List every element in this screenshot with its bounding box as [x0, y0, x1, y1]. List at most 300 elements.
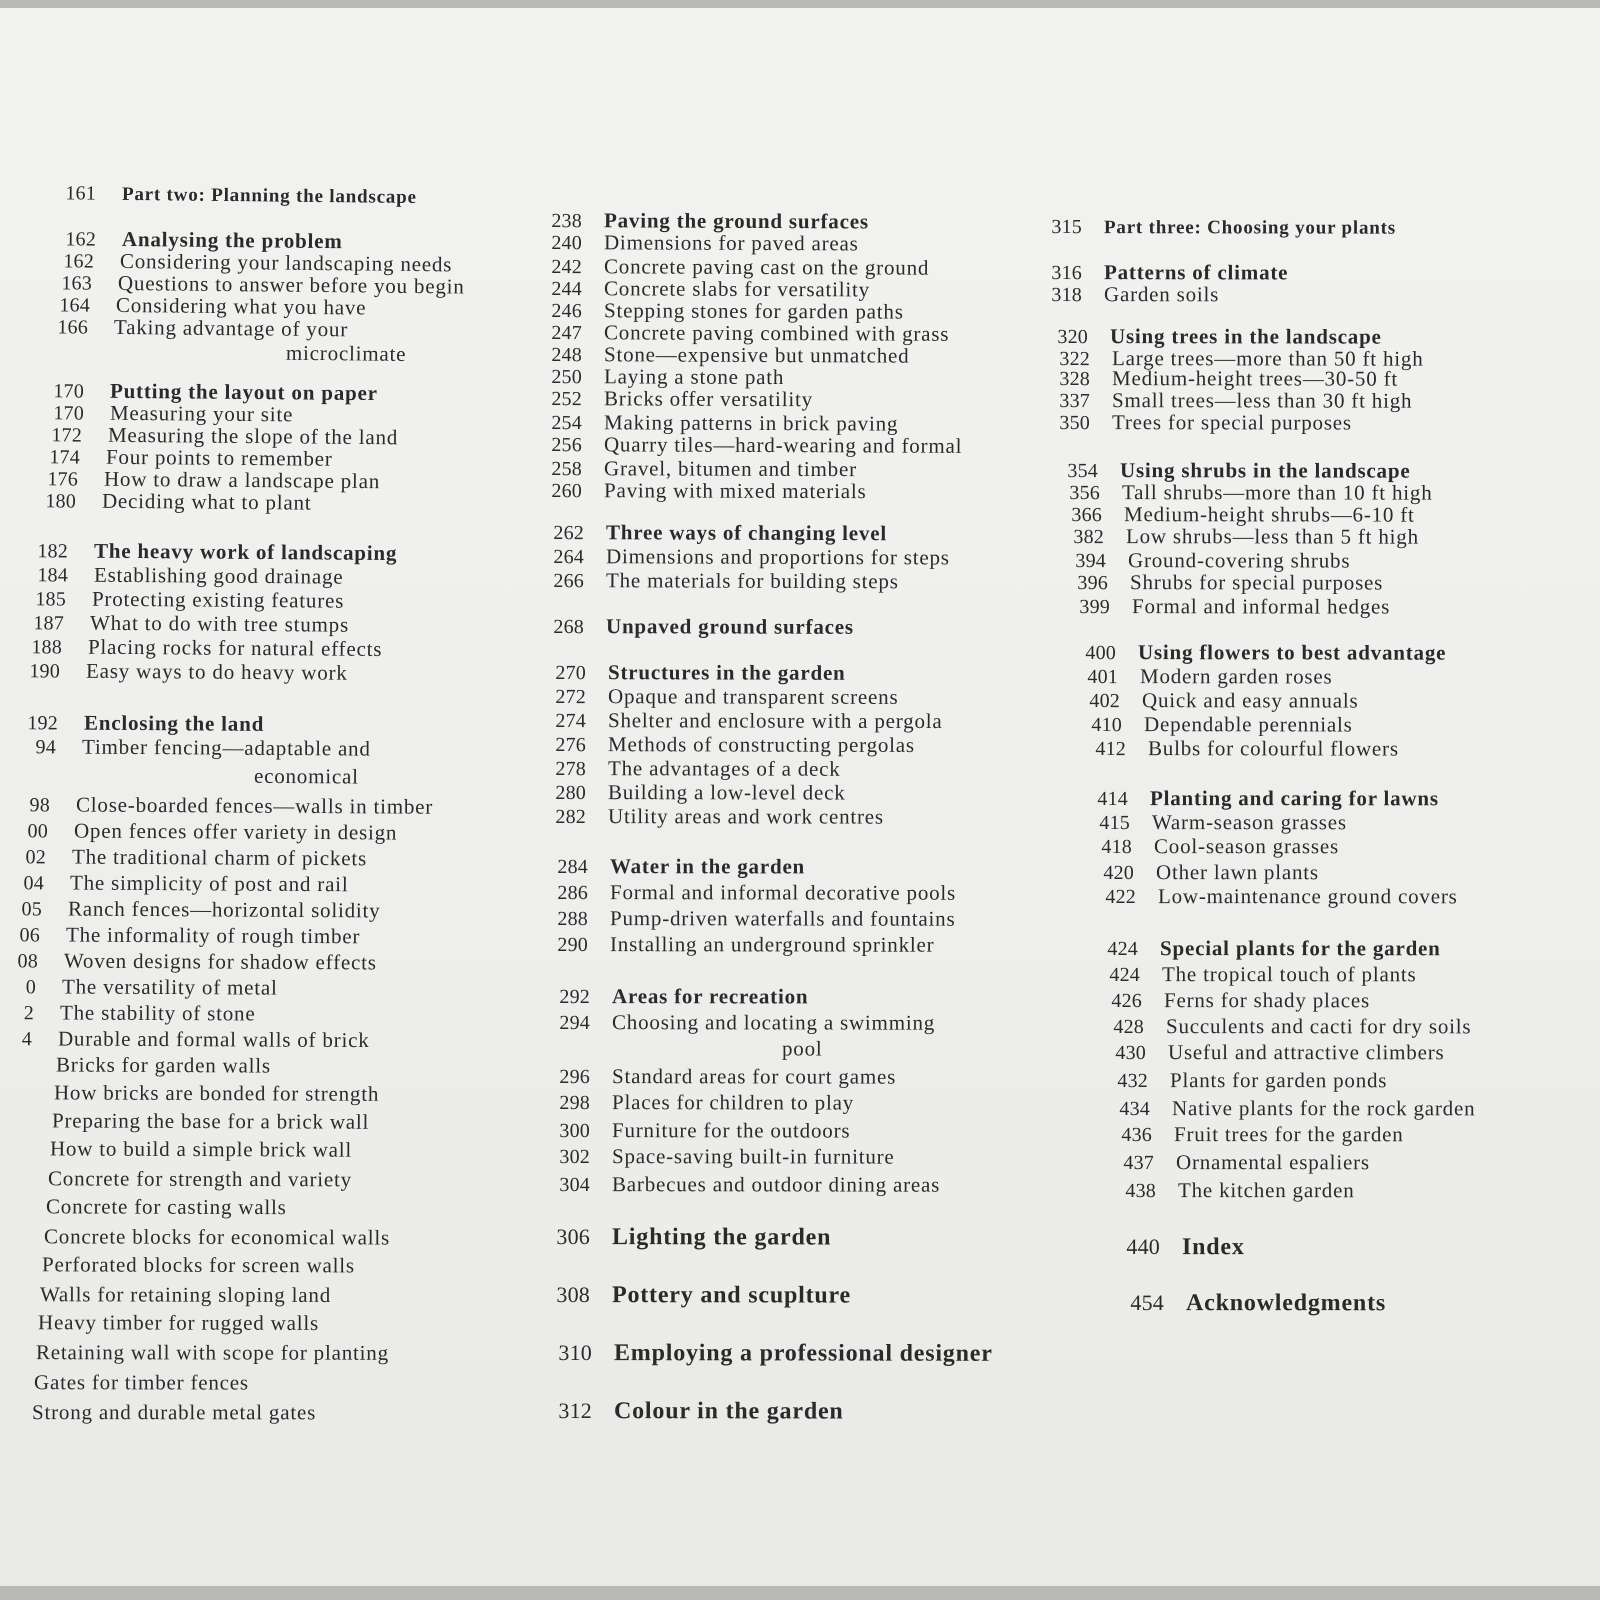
- toc-entry-title: The stability of stone: [59, 1000, 256, 1026]
- toc-page-number: 170: [53, 402, 85, 425]
- toc-entry-title: Dependable perennials: [1143, 712, 1353, 737]
- toc-entry-title: Pump-driven waterfalls and fountains: [609, 906, 956, 931]
- toc-entry-title: Laying a stone path: [603, 364, 785, 390]
- toc-page-number: [160, 358, 222, 359]
- toc-page-number: 98: [29, 794, 51, 817]
- toc-entry-title: How to build a simple brick wall: [49, 1136, 353, 1162]
- toc-page-number: 296: [559, 1066, 591, 1089]
- toc-entry: [1098, 1068, 1387, 1093]
- toc-page-number: 282: [555, 806, 587, 829]
- toc-section-title: Part two: Planning the landscape: [121, 183, 417, 209]
- toc-entry: [546, 1090, 854, 1116]
- toc-section-title: Unpaved ground surfaces: [605, 614, 854, 639]
- toc-entry-title: Walls for retaining sloping land: [39, 1282, 332, 1307]
- toc-entry-title: The tropical touch of plants: [1161, 962, 1417, 987]
- toc-entry-title: Garden soils: [1103, 282, 1220, 307]
- toc-entry: [0, 710, 264, 737]
- toc-entry-title: Native plants for the rock garden: [1171, 1096, 1476, 1121]
- toc-entry-title: What to do with tree stumps: [89, 610, 350, 637]
- toc-page-number: 400: [1085, 642, 1117, 665]
- toc-entry-title: Plants for garden ponds: [1169, 1068, 1388, 1093]
- toc-entry: [0, 1370, 249, 1396]
- toc-section-title: Putting the layout on paper: [109, 378, 378, 406]
- toc-page-number: 306: [556, 1224, 591, 1250]
- toc-entry: [0, 734, 371, 762]
- toc-entry-title: microclimate: [285, 340, 407, 366]
- toc-entry: [538, 432, 962, 459]
- toc-page-number: 422: [1105, 886, 1137, 909]
- toc-page-number: 274: [555, 710, 587, 733]
- toc-page-number: 354: [1067, 460, 1099, 483]
- toc-page-number: 438: [1125, 1180, 1157, 1203]
- toc-entry: [1114, 1290, 1386, 1317]
- toc-section-title: Using shrubs in the landscape: [1119, 458, 1411, 483]
- toc-entry-title: How to draw a landscape plan: [103, 466, 381, 494]
- toc-page-number: 312: [558, 1398, 593, 1424]
- toc-entry-title: Low shrubs—less than 5 ft high: [1125, 524, 1419, 549]
- toc-entry: [1054, 524, 1419, 550]
- toc-page-number: 294: [559, 1012, 591, 1035]
- toc-page-number: 350: [1059, 412, 1091, 435]
- toc-page-number: 440: [1126, 1234, 1161, 1260]
- toc-page-number: 288: [557, 908, 589, 931]
- toc-page-number: 161: [65, 182, 97, 205]
- toc-entry-title: Four points to remember: [105, 444, 333, 471]
- toc-entry: [1088, 936, 1441, 961]
- toc-page-number: 454: [1130, 1290, 1165, 1316]
- toc-page-number: 290: [557, 934, 589, 957]
- toc-entry-title: Concrete for casting walls: [45, 1194, 287, 1220]
- toc-entry: [0, 870, 349, 897]
- toc-entry: [1092, 988, 1370, 1013]
- toc-entry: [1076, 736, 1399, 762]
- toc-entry: [1066, 640, 1446, 666]
- toc-entry: [1100, 1096, 1475, 1121]
- toc-entry-title: Succulents and cacti for dry soils: [1165, 1014, 1472, 1039]
- toc-entry-title: Timber fencing—adaptable and: [81, 734, 371, 761]
- toc-page-number: 426: [1111, 990, 1143, 1013]
- toc-entry: [0, 1080, 379, 1107]
- toc-page-number: 315: [1051, 216, 1083, 239]
- toc-entry: [1060, 594, 1390, 620]
- toc-page-number: 328: [1059, 368, 1091, 391]
- toc-entry: [546, 1036, 823, 1061]
- toc-entry-title: Dimensions for paved areas: [603, 230, 859, 256]
- toc-page-number: 415: [1099, 812, 1131, 835]
- toc-page-number: 356: [1069, 482, 1101, 505]
- toc-page-number: 434: [1119, 1098, 1151, 1121]
- toc-page-number: 162: [63, 250, 95, 273]
- toc-section-title: Areas for recreation: [611, 984, 809, 1009]
- toc-page-number: 437: [1123, 1152, 1155, 1175]
- toc-entry: [0, 948, 377, 975]
- toc-page-number: 428: [1113, 1016, 1145, 1039]
- toc-entry: [0, 1340, 389, 1366]
- toc-entry: [0, 974, 278, 1001]
- toc-entry: [0, 762, 359, 790]
- toc-page-number: 242: [551, 256, 583, 279]
- toc-entry: [1072, 712, 1353, 737]
- toc-entry-title: Woven designs for shadow effects: [63, 948, 377, 975]
- toc-entry: [1058, 570, 1383, 596]
- toc-entry: [1078, 786, 1439, 811]
- toc-entry-title: Strong and durable metal gates: [31, 1400, 317, 1425]
- toc-entry-title: Durable and formal walls of brick: [57, 1026, 370, 1053]
- toc-page-number: 414: [1097, 788, 1129, 811]
- toc-entry-title: Medium-height shrubs—6-10 ft: [1123, 502, 1415, 527]
- toc-page-number: 164: [59, 294, 91, 317]
- toc-page-number: 166: [57, 316, 89, 339]
- toc-entry-title: Concrete paving cast on the ground: [603, 254, 930, 280]
- toc-page-number: 396: [1077, 572, 1109, 595]
- toc-entry: [538, 478, 867, 504]
- toc-page-number: 399: [1079, 596, 1111, 619]
- toc-entry-title: Making patterns in brick paving: [603, 410, 899, 436]
- toc-entry: [542, 732, 915, 758]
- toc-entry: [0, 896, 381, 923]
- toc-entry: [538, 386, 813, 412]
- toc-page-number: 320: [1057, 326, 1089, 349]
- toc-entry-title: Bulbs for colourful flowers: [1147, 736, 1399, 761]
- toc-entry-title: Measuring the slope of the land: [107, 422, 399, 450]
- toc-page-number: 284: [557, 856, 589, 879]
- toc-entry: [1110, 1234, 1245, 1261]
- toc-entry-title: Dimensions and proportions for steps: [605, 544, 950, 570]
- toc-page-number: 252: [551, 388, 583, 411]
- toc-entry-title: Perforated blocks for screen walls: [41, 1252, 355, 1278]
- toc-page-number: 170: [53, 380, 85, 403]
- toc-page-number: 270: [555, 662, 587, 685]
- toc-entry-title: Stone—expensive but unmatched: [603, 342, 910, 368]
- toc-page-number: 0: [25, 976, 37, 999]
- toc-entry: [544, 932, 935, 958]
- toc-page-number: 264: [553, 546, 585, 569]
- toc-entry: [546, 1172, 940, 1198]
- toc-entry: [0, 1282, 331, 1308]
- toc-page-number: 176: [47, 468, 79, 491]
- toc-entry-title: Other lawn plants: [1155, 860, 1319, 885]
- toc-entry-title: Considering your landscaping needs: [119, 248, 453, 277]
- toc-entry-title: Measuring your site: [109, 400, 294, 427]
- toc-entry: [540, 544, 950, 570]
- toc-entry-title: Quick and easy annuals: [1141, 688, 1359, 713]
- toc-page-number: 238: [551, 210, 583, 233]
- toc-entry-title: Furniture for the outdoors: [611, 1118, 851, 1143]
- toc-section-title: Using trees in the landscape: [1109, 324, 1382, 349]
- toc-page-number: 308: [556, 1282, 591, 1308]
- toc-entry-title: Standard areas for court games: [611, 1064, 897, 1089]
- toc-entry: [0, 658, 348, 686]
- toc-page-number: 436: [1121, 1124, 1153, 1147]
- toc-entry: [546, 1118, 850, 1144]
- toc-entry-title: economical: [253, 763, 359, 789]
- toc-entry: [542, 780, 846, 806]
- toc-entry-title: Ranch fences—horizontal solidity: [67, 896, 381, 923]
- toc-page-number: 163: [61, 272, 93, 295]
- toc-entry: [1032, 282, 1219, 307]
- toc-page-number: 180: [45, 490, 77, 513]
- toc-entry-title: The simplicity of post and rail: [69, 870, 349, 897]
- toc-entry-title: Concrete paving combined with grass: [603, 320, 950, 346]
- toc-section-title: Using flowers to best advantage: [1137, 640, 1447, 665]
- toc-page-number: 248: [551, 344, 583, 367]
- toc-section-title: Paving the ground surfaces: [603, 208, 869, 234]
- toc-entry-title: Heavy timber for rugged walls: [37, 1310, 319, 1335]
- toc-entry: [0, 1026, 370, 1053]
- toc-page-number: 410: [1091, 714, 1123, 737]
- toc-page-number: 310: [558, 1340, 593, 1366]
- toc-page-number: 190: [29, 660, 61, 683]
- toc-entry-title: Fruit trees for the garden: [1173, 1122, 1404, 1147]
- toc-entry: [0, 1136, 352, 1163]
- toc-entry: [0, 1224, 390, 1251]
- toc-entry: [0, 1000, 256, 1026]
- toc-entry-title: Questions to answer before you begin: [117, 270, 465, 299]
- toc-page-number: 250: [551, 366, 583, 389]
- toc-entry-title: Open fences offer variety in design: [73, 818, 398, 845]
- toc-entry-title: The traditional charm of pickets: [71, 844, 368, 871]
- toc-entry: [546, 1010, 935, 1036]
- toc-section-title: Special plants for the garden: [1159, 936, 1441, 961]
- toc-page-number: 172: [51, 424, 83, 447]
- toc-entry-title: Quarry tiles—hard-wearing and formal: [603, 432, 963, 458]
- toc-entry: [542, 708, 943, 734]
- toc-entry-title: Taking advantage of your: [113, 314, 349, 342]
- toc-page-number: 00: [27, 820, 49, 843]
- toc-section-title: Patterns of climate: [1103, 260, 1289, 285]
- toc-entry: [542, 684, 899, 710]
- toc-entry-title: Methods of constructing pergolas: [607, 732, 915, 757]
- toc-entry-title: Preparing the base for a brick wall: [51, 1108, 370, 1134]
- toc-entry: [0, 1108, 369, 1135]
- toc-entry-title: Formal and informal hedges: [1131, 594, 1391, 619]
- toc-entry-title: Placing rocks for natural effects: [87, 634, 383, 662]
- toc-entry-title: Modern garden roses: [1139, 664, 1333, 689]
- toc-page-number: 272: [555, 686, 587, 709]
- toc-page-number: 401: [1087, 666, 1119, 689]
- toc-page-number: 394: [1075, 550, 1107, 573]
- toc-entry-title: Concrete slabs for versatility: [603, 276, 871, 302]
- toc-entry-title: Shrubs for special purposes: [1129, 570, 1384, 595]
- toc-page-number: 240: [551, 232, 583, 255]
- toc-page-number: 337: [1059, 390, 1091, 413]
- toc-page-number: 278: [555, 758, 587, 781]
- toc-entry-title: Concrete blocks for economical walls: [43, 1224, 391, 1250]
- toc-page-number: 02: [25, 846, 47, 869]
- toc-entry-title: Cool-season grasses: [1153, 834, 1339, 859]
- toc-page-number: 94: [35, 736, 57, 759]
- toc-page-number: 4: [21, 1028, 33, 1051]
- toc-page-number: 162: [65, 228, 97, 251]
- toc-entry-title: pool: [781, 1036, 823, 1061]
- toc-entry: [540, 568, 899, 594]
- toc-page-number: 292: [559, 986, 591, 1009]
- toc-entry-title: Stepping stones for garden paths: [603, 298, 904, 324]
- toc-page-number: 174: [49, 446, 81, 469]
- toc-page-number: 286: [557, 882, 589, 905]
- toc-entry-title: Ferns for shady places: [1163, 988, 1370, 1013]
- toc-page-number: 04: [23, 872, 45, 895]
- toc-entry: [1102, 1122, 1404, 1147]
- toc-page-number: 302: [559, 1146, 591, 1169]
- toc-entry-title: The advantages of a deck: [607, 756, 841, 781]
- toc-entry-title: Concrete for strength and variety: [47, 1166, 353, 1192]
- toc-entry: [0, 1400, 316, 1425]
- toc-entry-title: Bricks offer versatility: [603, 386, 813, 412]
- toc-entry: [1032, 216, 1396, 240]
- toc-entry-title: Small trees—less than 30 ft high: [1111, 388, 1413, 413]
- toc-entry-title: Considering what you have: [115, 292, 367, 320]
- toc-entry-title: Bricks for garden walls: [55, 1052, 271, 1078]
- toc-entry-title: Ground-covering shrubs: [1127, 548, 1351, 573]
- toc-page-number: 188: [31, 636, 63, 659]
- toc-page-number: 322: [1059, 348, 1091, 371]
- toc-page-number: 298: [559, 1092, 591, 1115]
- toc-entry-title: Shelter and enclosure with a pergola: [607, 708, 943, 734]
- toc-page-number: 412: [1095, 738, 1127, 761]
- toc-entry-title: Close-boarded fences—walls in timber: [75, 792, 434, 819]
- toc-entry-title: How bricks are bonded for strength: [53, 1080, 380, 1106]
- toc-section-title: Structures in the garden: [607, 660, 846, 685]
- toc-entry-title: Formal and informal decorative pools: [609, 880, 957, 905]
- toc-page-number: 266: [553, 570, 585, 593]
- toc-entry-title: Easy ways to do heavy work: [85, 658, 348, 685]
- toc-entry: [1090, 962, 1417, 987]
- toc-page-number: 187: [33, 612, 65, 635]
- toc-entry: [0, 922, 360, 949]
- toc-entry: [542, 804, 884, 830]
- toc-page-number: 258: [551, 458, 583, 481]
- toc-entry: [28, 338, 407, 367]
- toc-entry-title: Tall shrubs—more than 10 ft high: [1121, 480, 1433, 505]
- toc-entry-title: The materials for building steps: [605, 568, 899, 594]
- toc-page-number: 268: [553, 616, 585, 639]
- toc-entry: [546, 1064, 896, 1090]
- toc-entry: [542, 660, 846, 686]
- toc-entry: [1070, 688, 1359, 714]
- toc-page-number: 424: [1107, 938, 1139, 961]
- toc-entry: [1096, 1040, 1445, 1065]
- toc-entry-title: The kitchen garden: [1177, 1178, 1355, 1203]
- toc-entry-title: Deciding what to plant: [101, 488, 312, 515]
- toc-entry: [1080, 810, 1347, 835]
- toc-page-number: 185: [35, 588, 67, 611]
- toc-entry-title: Retaining wall with scope for planting: [35, 1340, 389, 1365]
- toc-page-number: 192: [27, 712, 59, 735]
- toc-section-title: Lighting the garden: [611, 1224, 832, 1251]
- toc-entry-title: Ornamental espaliers: [1175, 1150, 1370, 1175]
- toc-entry: [1104, 1150, 1370, 1175]
- toc-page-number: 244: [551, 278, 583, 301]
- toc-entry-title: Barbecues and outdoor dining areas: [611, 1172, 941, 1197]
- toc-entry-title: The informality of rough timber: [65, 922, 361, 949]
- toc-entry-title: Warm-season grasses: [1151, 810, 1347, 835]
- toc-entry: [0, 1166, 352, 1192]
- toc-entry: [0, 1252, 355, 1278]
- toc-section-title: Employing a professional designer: [613, 1340, 993, 1367]
- toc-entry: [14, 488, 312, 516]
- toc-section-title: Analysing the problem: [121, 226, 343, 254]
- toc-page-number: 366: [1071, 504, 1103, 527]
- toc-entry-title: Places for children to play: [611, 1090, 855, 1115]
- toc-entry: [548, 1340, 993, 1368]
- toc-page-number: 424: [1109, 964, 1141, 987]
- toc-page-number: 430: [1115, 1042, 1147, 1065]
- toc-section-title: Colour in the garden: [613, 1398, 844, 1425]
- toc-page-number: 262: [553, 522, 585, 545]
- toc-section-title: Planting and caring for lawns: [1149, 786, 1439, 811]
- toc-entry: [1106, 1178, 1355, 1203]
- toc-page-number: 316: [1051, 262, 1083, 285]
- toc-entry: [544, 906, 956, 932]
- toc-entry-title: Choosing and locating a swimming: [611, 1010, 936, 1035]
- toc-page-number: 2: [23, 1002, 35, 1025]
- toc-section-title: Pottery and scuplture: [611, 1282, 852, 1309]
- toc-page-number: 247: [551, 322, 583, 345]
- toc-entry: [34, 182, 417, 209]
- toc-entry-title: Gravel, bitumen and timber: [603, 456, 857, 482]
- toc-page-number: 420: [1103, 862, 1135, 885]
- toc-entry-title: Installing an underground sprinkler: [609, 932, 935, 957]
- toc-entry-title: Utility areas and work centres: [607, 804, 884, 829]
- toc-page-number: 05: [21, 898, 43, 921]
- toc-entry: [538, 230, 859, 256]
- toc-page-number: 418: [1101, 836, 1133, 859]
- toc-page-number: 08: [17, 950, 39, 973]
- toc-entry: [546, 1224, 831, 1251]
- toc-entry-title: Protecting existing features: [91, 586, 345, 613]
- toc-section-title: Three ways of changing level: [605, 520, 888, 546]
- toc-page-number: 276: [555, 734, 587, 757]
- toc-section-title: Index: [1181, 1234, 1245, 1261]
- toc-page-number: 382: [1073, 526, 1105, 549]
- toc-entry-title: Establishing good drainage: [93, 562, 344, 589]
- toc-entry: [544, 880, 956, 906]
- toc-entry: [546, 1144, 895, 1170]
- toc-entry: [546, 984, 808, 1009]
- toc-page-number: 182: [37, 540, 69, 563]
- toc-entry-title: Useful and attractive climbers: [1167, 1040, 1445, 1065]
- toc-entry: [0, 1310, 319, 1336]
- toc-entry: [540, 520, 887, 546]
- toc-entry: [0, 792, 433, 820]
- toc-entry-title: Gates for timber fences: [33, 1370, 249, 1395]
- toc-entry: [1068, 664, 1333, 689]
- toc-page-number: 06: [19, 924, 41, 947]
- toc-entry-title: Medium-height trees—30-50 ft: [1111, 366, 1399, 391]
- toc-page-number: 260: [551, 480, 583, 503]
- toc-page-number: 254: [551, 412, 583, 435]
- toc-section-title: Water in the garden: [609, 854, 806, 879]
- toc-entry: [1084, 860, 1319, 885]
- toc-section-title: The heavy work of landscaping: [93, 538, 398, 566]
- toc-page-number: 280: [555, 782, 587, 805]
- toc-entry: [546, 1282, 851, 1310]
- toc-entry: [544, 854, 805, 879]
- toc-entry: [540, 614, 854, 640]
- toc-entry-title: Building a low-level deck: [607, 780, 846, 805]
- toc-page-number: 246: [551, 300, 583, 323]
- toc-entry: [1040, 410, 1352, 436]
- toc-entry: [0, 1194, 287, 1220]
- toc-entry: [1082, 834, 1339, 859]
- toc-entry-title: Paving with mixed materials: [603, 478, 867, 504]
- toc-entry: [0, 844, 367, 871]
- toc-entry-title: Trees for special purposes: [1111, 410, 1352, 435]
- toc-page-number: 432: [1117, 1070, 1149, 1093]
- toc-section-title: Part three: Choosing your plants: [1103, 217, 1396, 239]
- toc-entry-title: The versatility of metal: [61, 974, 278, 1000]
